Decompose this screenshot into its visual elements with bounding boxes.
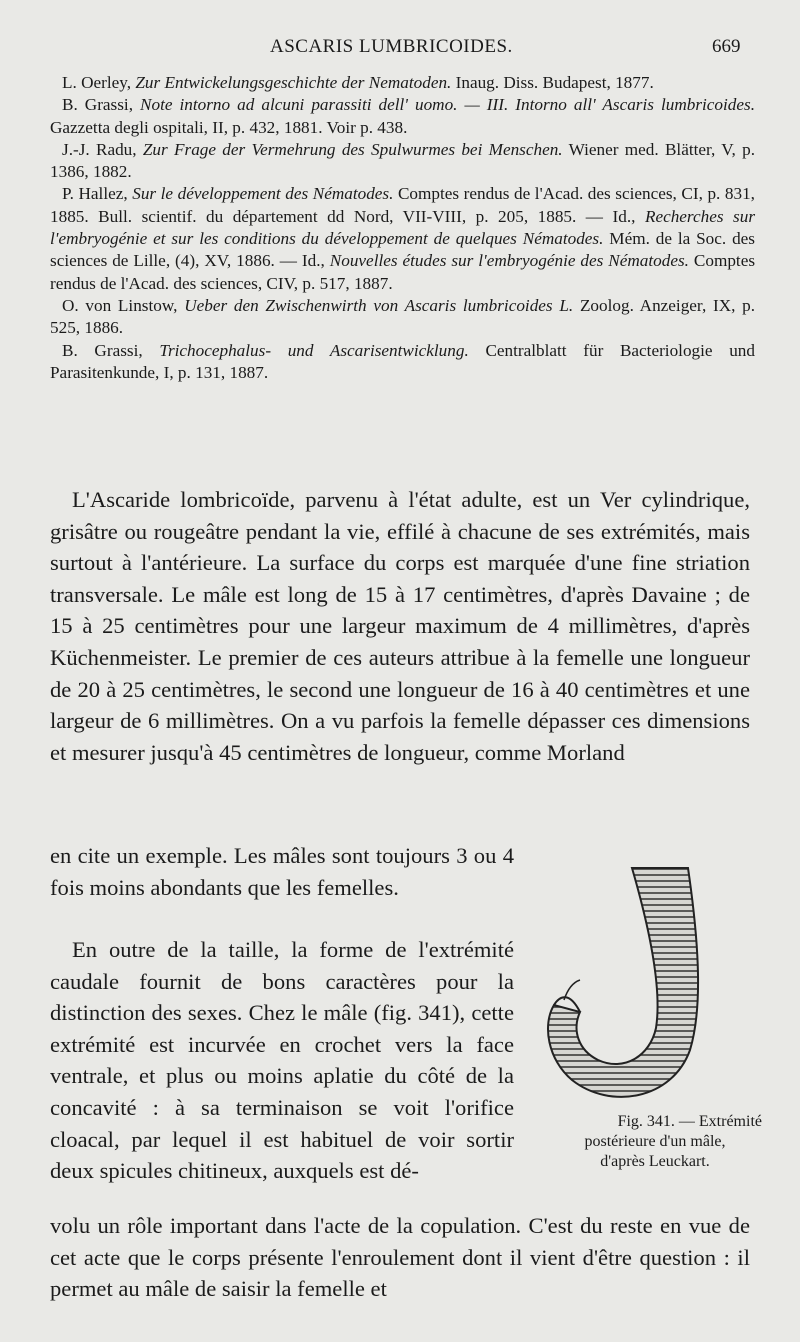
- reference-item: O. von Linstow, Ueber den Zwischenwirth von Ascaris lumbricoides L. Zoolog. Anzeiger, IX, p. 525, 1886.: [50, 295, 756, 338]
- figure-caption: Fig. 341. — Extrémité postérieure d'un mâle, d'après Leuckart.: [584, 1113, 762, 1170]
- paragraph-1-narrow: en cite un exemple. Les mâles sont toujours 3 ou 4 fois moins abondants que les femelles.: [50, 843, 514, 900]
- page-number: 669: [712, 36, 741, 57]
- paragraph-1-wide: L'Ascaride lombricoïde, parvenu à l'état adulte, est un Ver cylindrique, grisâtre ou rougeâtre pendant la vie, effilé à chacune de ses extrémités, mais surtout à l'antérieure. La surface du corps est marquée d'une fine striation transversale. Le mâle est long de 15 à 17 centimètres, d'après Davaine ; de 15 à 25 centimètres pour une largeur maximum de 4 millimètres, d'après Küchenmeister. Le premier de ces auteurs attribue à la femelle une longueur de 20 à 25 centimètres, le second une longueur de 16 à 40 centimètres et une largeur de 6 millimètres. On a vu parfois la femelle dépasser ces dimensions et mesurer jusqu'à 45 centimètres de longueur, comme Morland: [50, 487, 750, 765]
- reference-item: J.-J. Radu, Zur Frage der Vermehrung des Spulwurmes bei Menschen. Wiener med. Blätter, V, p. 1386, 1882.: [50, 139, 755, 182]
- paragraph-2-wide: volu un rôle important dans l'acte de la copulation. C'est du reste en vue de cet acte que le corps présente l'enroulement dont il vient d'être question : il permet au mâle de saisir la femelle et: [50, 1213, 750, 1302]
- bibliography: [50, 72, 755, 384]
- worm-body-shape: [548, 868, 698, 1097]
- reference-item: B. Grassi, Note intorno ad alcuni parassiti dell' uomo. — III. Intorno all' Ascaris lumbricoides. Gazzetta degli ospitali, II, p. 432, 1881. Voir p. 438.: [50, 95, 756, 137]
- reference-item: P. Hallez, Sur le développement des Nématodes. Comptes rendus de l'Acad. des sciences, CI, p. 831, 1885. Bull. scientif. du département dd Nord, VII-VIII, p. 205, 1885. — Id., Recherches sur l'embryogénie et sur les conditions du développement de quelques Nématodes. Mém. de la Soc. des sciences de Lille, (4), XV, 1886. — Id., Nouvelles études sur l'embryogénie des Nématodes. Comptes rendus de l'Acad. des sciences, CIV, p. 517, 1887.: [50, 184, 756, 293]
- running-title: ASCARIS LUMBRICOIDES.: [270, 36, 513, 57]
- page-header: [0, 36, 800, 62]
- reference-item: B. Grassi, Trichocephalus- und Ascarisentwicklung. Centralblatt für Bacteriologie und Parasitenkunde, I, p. 131, 1887.: [50, 340, 755, 382]
- worm-tail-figure: [520, 860, 765, 1120]
- paragraph-2-narrow: En outre de la taille, la forme de l'extrémité caudale fournit de bons caractères pour la distinction des sexes. Chez le mâle (fig. 341), cette extrémité est incurvée en crochet vers la face ventrale, et plus ou moins aplatie du côté de la concavité : à sa terminaison se voit l'orifice cloacal, par lequel il est habituel de voir sortir deux spicules chitineux, auxquels est dé-: [50, 937, 514, 1184]
- reference-item: L. Oerley, Zur Entwickelungsgeschichte der Nematoden. Inaug. Diss. Budapest, 1877.: [62, 73, 654, 92]
